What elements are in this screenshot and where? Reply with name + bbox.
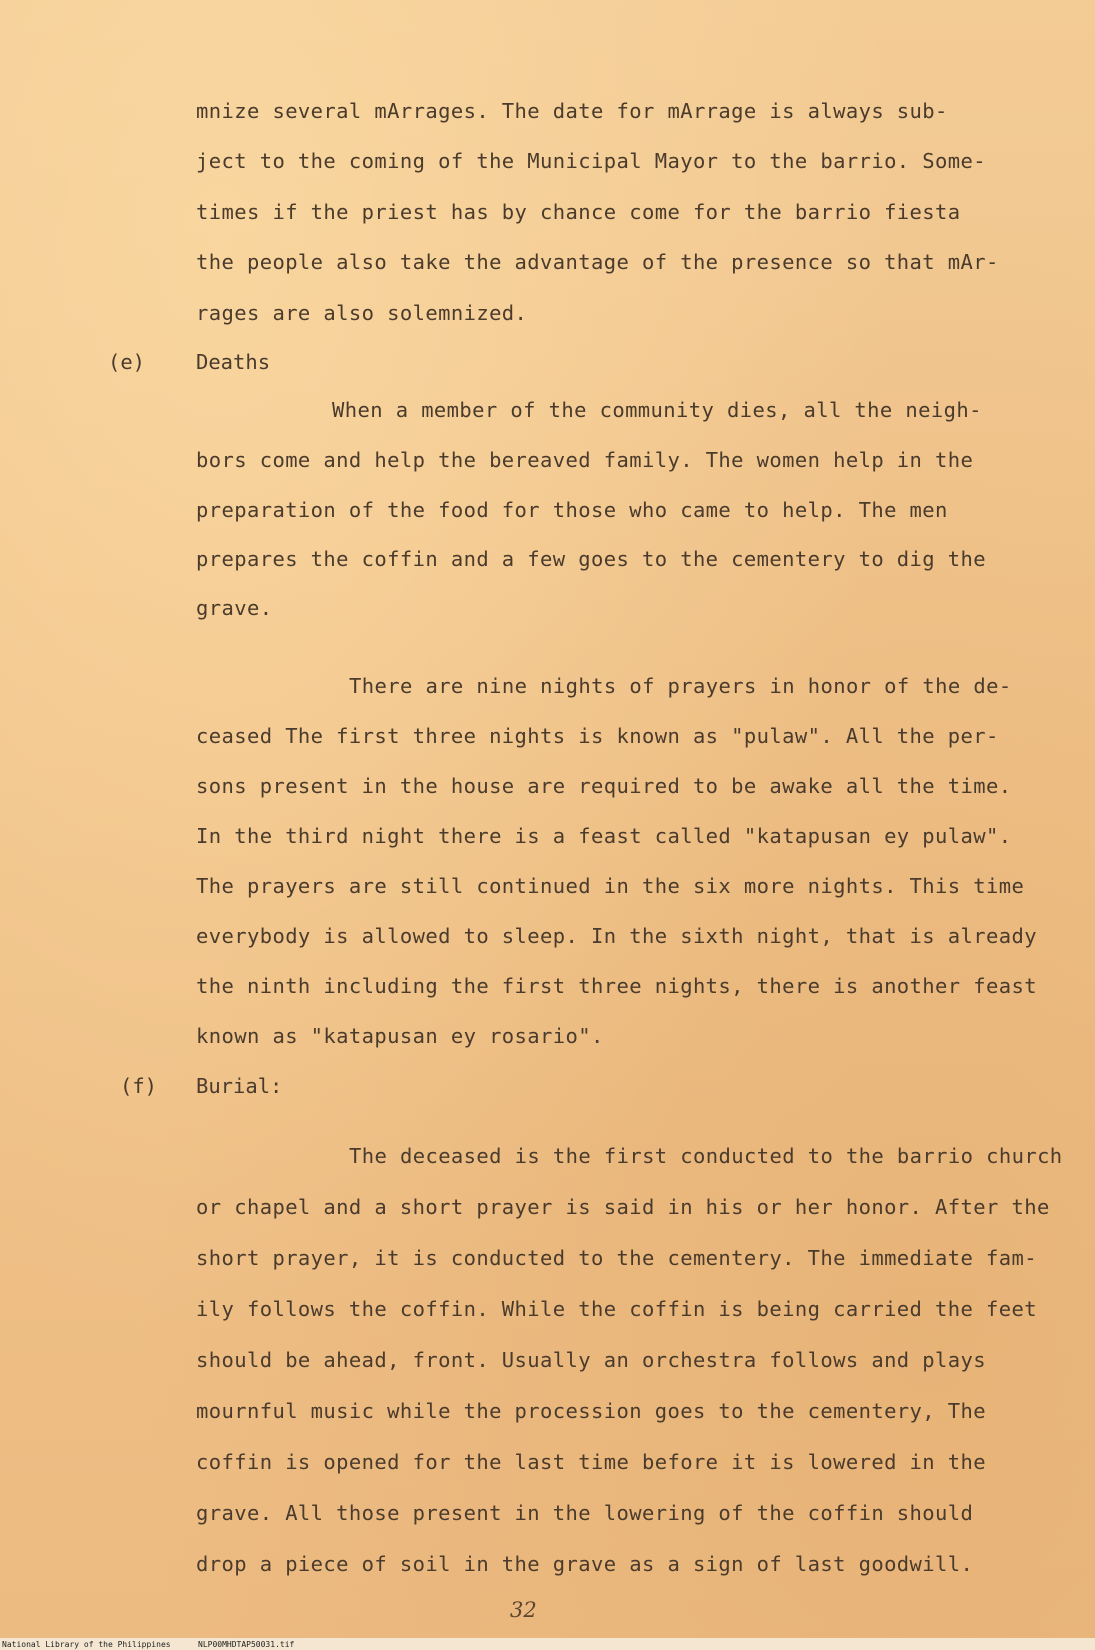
text-line: rages are also solemnized. <box>196 301 528 325</box>
text-line: The prayers are still continued in the six more nights. This time <box>196 874 1025 898</box>
text-line: mournful music while the procession goes to the cementery, The <box>196 1399 987 1423</box>
text-line: The deceased is the first conducted to the barrio church <box>349 1144 1063 1168</box>
text-line: ject to the coming of the Municipal Mayor to the barrio. Some- <box>196 149 987 173</box>
text-line: prepares the coffin and a few goes to the cementery to dig the <box>196 547 987 571</box>
text-line: sons present in the house are required to be awake all the time. <box>196 774 1012 798</box>
text-line: In the third night there is a feast called "katapusan ey pulaw". <box>196 824 1012 848</box>
text-line: preparation of the food for those who came to help. The men <box>196 498 948 522</box>
text-line: ceased The first three nights is known as "pulaw". All the per- <box>196 724 999 748</box>
text-line: known as "katapusan ey rosario". <box>196 1024 604 1048</box>
text-line: or chapel and a short prayer is said in his or her honor. After the <box>196 1195 1050 1219</box>
page-number: 32 <box>510 1598 537 1622</box>
section-marker-f: (f) <box>120 1074 158 1098</box>
text-line: mnize several mArrages. The date for mArrage is always sub- <box>196 99 948 123</box>
text-line: coffin is opened for the last time before it is lowered in the <box>196 1450 987 1474</box>
text-line: grave. <box>196 596 273 620</box>
text-line: There are nine nights of prayers in honor of the de- <box>349 674 1012 698</box>
footer-library-label: National Library of the Philippines <box>2 1640 171 1649</box>
section-heading-deaths: Deaths <box>196 350 271 374</box>
text-line: the people also take the advantage of the presence so that mAr- <box>196 250 999 274</box>
section-heading-burial: Burial: <box>196 1074 283 1098</box>
text-line: grave. All those present in the lowering of the coffin should <box>196 1501 974 1525</box>
footer-file-label: NLP00MHDTAP50031.tif <box>198 1640 295 1649</box>
text-line: bors come and help the bereaved family. The women help in the <box>196 448 974 472</box>
text-line: the ninth including the first three nights, there is another feast <box>196 974 1037 998</box>
text-line: short prayer, it is conducted to the cementery. The immediate fam- <box>196 1246 1037 1270</box>
text-line: drop a piece of soil in the grave as a sign of last goodwill. <box>196 1552 974 1576</box>
text-line: ily follows the coffin. While the coffin is being carried the feet <box>196 1297 1037 1321</box>
text-line: When a member of the community dies, all the neigh- <box>332 398 982 422</box>
text-line: times if the priest has by chance come for the barrio fiesta <box>196 200 961 224</box>
text-line: everybody is allowed to sleep. In the sixth night, that is already <box>196 924 1037 948</box>
section-marker-e: (e) <box>108 350 146 374</box>
text-line: should be ahead, front. Usually an orchestra follows and plays <box>196 1348 987 1372</box>
